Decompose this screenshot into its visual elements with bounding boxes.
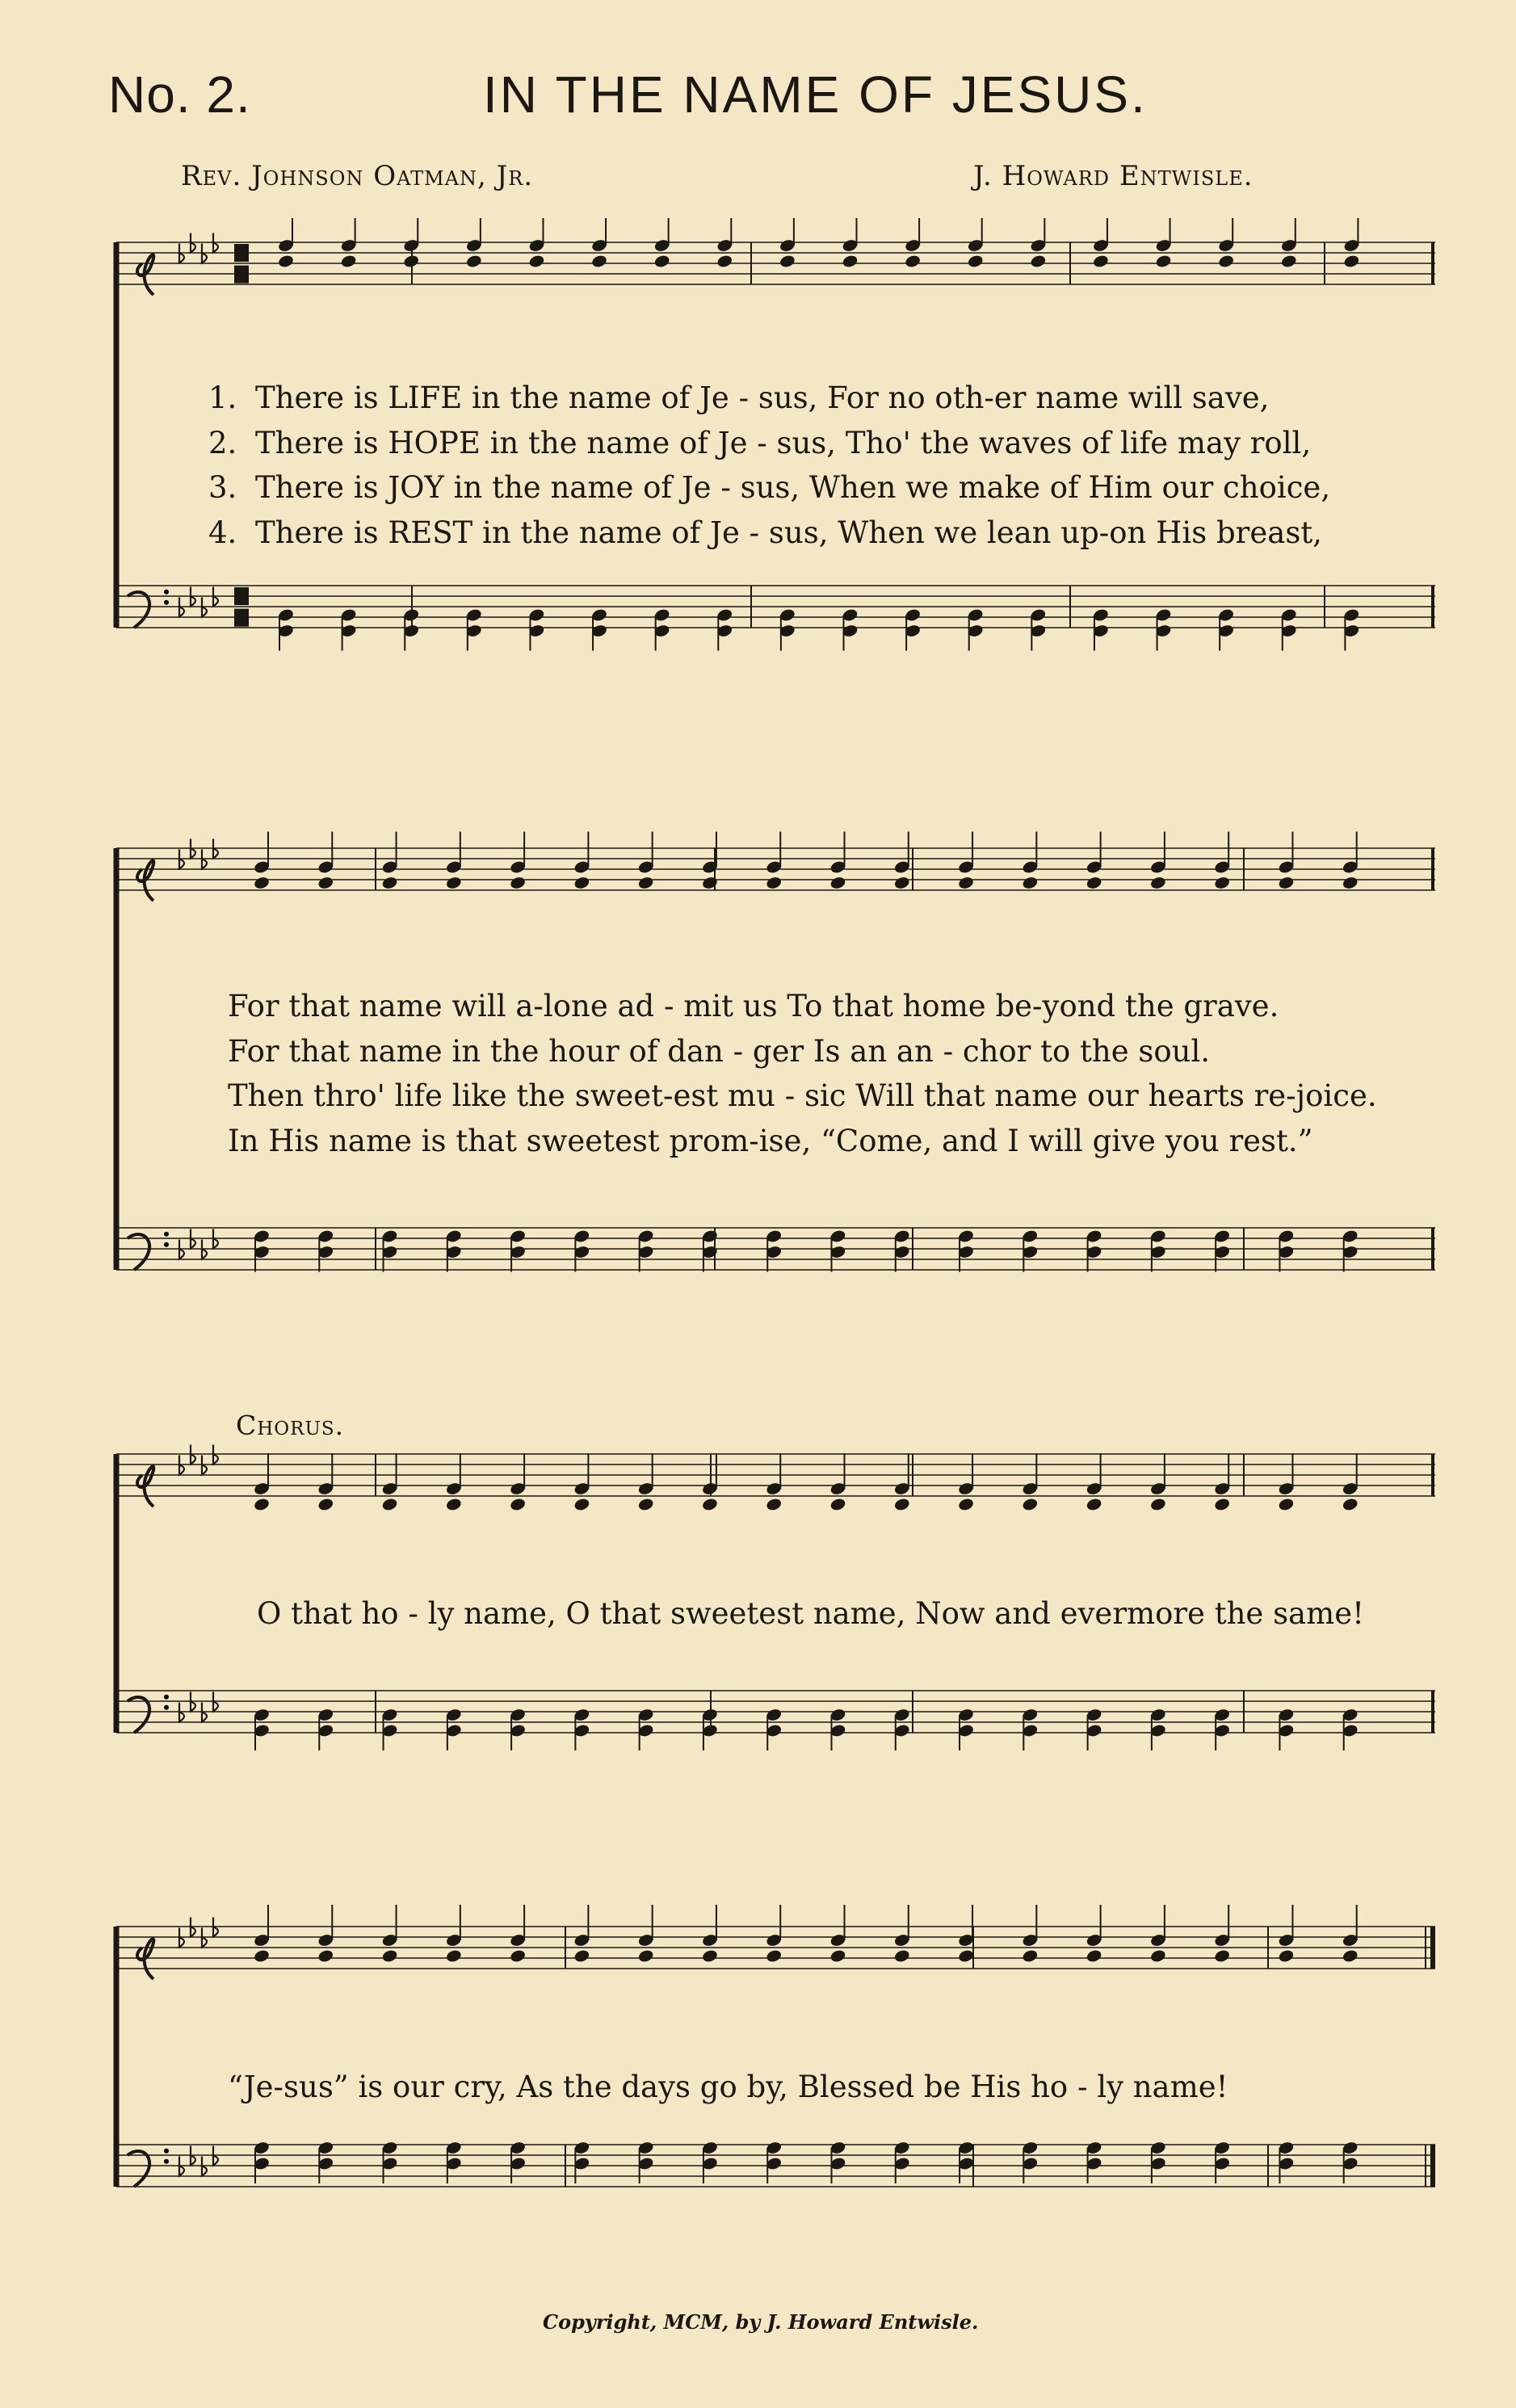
note-head (509, 876, 526, 890)
note-head (445, 1948, 462, 1963)
time-signature-top (234, 244, 249, 262)
hymn-title: IN THE NAME OF JESUS. (483, 65, 1148, 124)
verse-line-1: 1. There is LIFE in the name of Je - sus, For no oth-er name will save, (208, 380, 1270, 415)
bass-clef-dot (164, 1242, 169, 1247)
copyright-notice: Copyright, MCM, by J. Howard Entwisle. (543, 2310, 979, 2334)
chorus-label: Chorus. (236, 1410, 345, 1441)
note-head (766, 1948, 783, 1963)
verse-lyrics-part1 (208, 376, 1330, 555)
note-head (766, 1497, 783, 1511)
composer-credit: J. Howard Entwisle. (973, 160, 1254, 192)
treble-clef-icon (137, 860, 153, 901)
note-head (590, 254, 607, 268)
note-head (893, 1948, 910, 1963)
chorus-lyrics-1 (257, 1591, 1364, 1637)
note-head (381, 1948, 398, 1963)
note-head (1278, 1497, 1295, 1511)
treble-clef-icon (137, 1939, 153, 1979)
note-head (1022, 1948, 1039, 1963)
note-head (573, 876, 590, 890)
note-head (829, 876, 846, 890)
verse-line-4b: In His name is that sweetest prom-ise, “Come, and I will give you rest.” (228, 1123, 1313, 1158)
lyricist-credit: Rev. Johnson Oatman, Jr. (181, 160, 534, 192)
note-head (317, 1497, 334, 1511)
bass-clef-dot (164, 2159, 169, 2164)
verse-line-1b: For that name will a-lone ad - mit us To that home be-yond the grave. (228, 989, 1279, 1023)
treble-clef-icon (137, 254, 153, 295)
note-head (893, 876, 910, 890)
note-head (1217, 254, 1234, 268)
note-head (1086, 876, 1102, 890)
note-head (637, 876, 654, 890)
verse-line-3: 3. There is JOY in the name of Je - sus, When we make of Him our choice, (208, 470, 1331, 505)
note-head (1149, 876, 1166, 890)
note-head (509, 1948, 526, 1963)
note-head (1030, 254, 1047, 268)
note-head (957, 1948, 974, 1963)
note-head (701, 876, 718, 890)
note-head (1342, 1497, 1359, 1511)
note-head (445, 1497, 462, 1511)
note-head (842, 254, 859, 268)
note-head (573, 1497, 590, 1511)
time-signature-bottom (234, 266, 249, 284)
note-head (1022, 1497, 1039, 1511)
bass-clef-icon (128, 592, 149, 628)
bass-clef-dot (164, 2149, 169, 2154)
bass-clef-dot (164, 1695, 169, 1700)
note-head (766, 876, 783, 890)
note-head (1280, 254, 1297, 268)
note-head (1213, 1948, 1230, 1963)
note-head (957, 876, 974, 890)
note-head (1086, 1948, 1102, 1963)
note-head (528, 254, 545, 268)
bass-clef-dot (164, 600, 169, 605)
bass-clef-icon (128, 2151, 149, 2187)
note-head (1155, 254, 1172, 268)
chorus-line-2: “Je-sus” is our cry, As the days go by, Blessed be His ho - ly name! (228, 2070, 1228, 2104)
bass-clef-dot (164, 590, 169, 595)
bass-clef-icon (128, 1234, 149, 1270)
chorus-lyrics-2 (228, 2065, 1228, 2110)
chorus-line-1: O that ho - ly name, O that sweetest name, Now and evermore the same! (257, 1596, 1364, 1631)
note-head (1213, 1497, 1230, 1511)
note-head (653, 254, 670, 268)
note-head (1149, 1497, 1166, 1511)
note-head (317, 876, 334, 890)
note-head (1278, 876, 1295, 890)
verse-line-2: 2. There is HOPE in the name of Je - sus, Tho' the waves of life may roll, (208, 425, 1312, 460)
note-head (1022, 876, 1039, 890)
note-head (381, 876, 398, 890)
note-head (637, 1948, 654, 1963)
note-head (893, 1497, 910, 1511)
verse-line-2b: For that name in the hour of dan - ger Is an an - chor to the soul. (228, 1033, 1211, 1069)
note-head (829, 1948, 846, 1963)
note-head (957, 1497, 974, 1511)
bass-clef-dot (164, 1705, 169, 1710)
note-head (381, 1497, 398, 1511)
note-head (1342, 1948, 1359, 1963)
note-head (277, 254, 294, 268)
treble-clef-icon (137, 1466, 153, 1507)
time-signature-top (234, 587, 249, 605)
note-head (701, 1948, 718, 1963)
note-head (340, 254, 357, 268)
note-head (716, 254, 733, 268)
note-head (317, 1948, 334, 1963)
note-head (573, 1948, 590, 1963)
note-head (253, 1497, 270, 1511)
verse-lyrics-part2 (228, 984, 1377, 1163)
bass-clef-dot (164, 1232, 169, 1237)
note-head (1213, 876, 1230, 890)
verse-line-3b: Then thro' life like the sweet-est mu - sic Will that name our hearts re-joice. (228, 1078, 1377, 1113)
verse-line-4: 4. There is REST in the name of Je - sus, When we lean up-on His breast, (208, 515, 1322, 550)
bass-clef-icon (128, 1697, 149, 1733)
note-head (445, 876, 462, 890)
note-head (1342, 876, 1359, 890)
note-head (253, 876, 270, 890)
note-head (253, 1948, 270, 1963)
note-head (829, 1497, 846, 1511)
hymn-number: No. 2. (108, 65, 251, 124)
note-head (637, 1497, 654, 1511)
note-head (465, 254, 482, 268)
note-head (904, 254, 921, 268)
note-head (779, 254, 796, 268)
note-head (967, 254, 984, 268)
note-head (1278, 1948, 1295, 1963)
time-signature-bottom (234, 609, 249, 627)
note-head (1092, 254, 1109, 268)
note-head (1149, 1948, 1166, 1963)
note-head (403, 254, 420, 268)
note-head (1343, 254, 1360, 268)
note-head (509, 1497, 526, 1511)
note-head (701, 1497, 718, 1511)
note-head (1086, 1497, 1102, 1511)
